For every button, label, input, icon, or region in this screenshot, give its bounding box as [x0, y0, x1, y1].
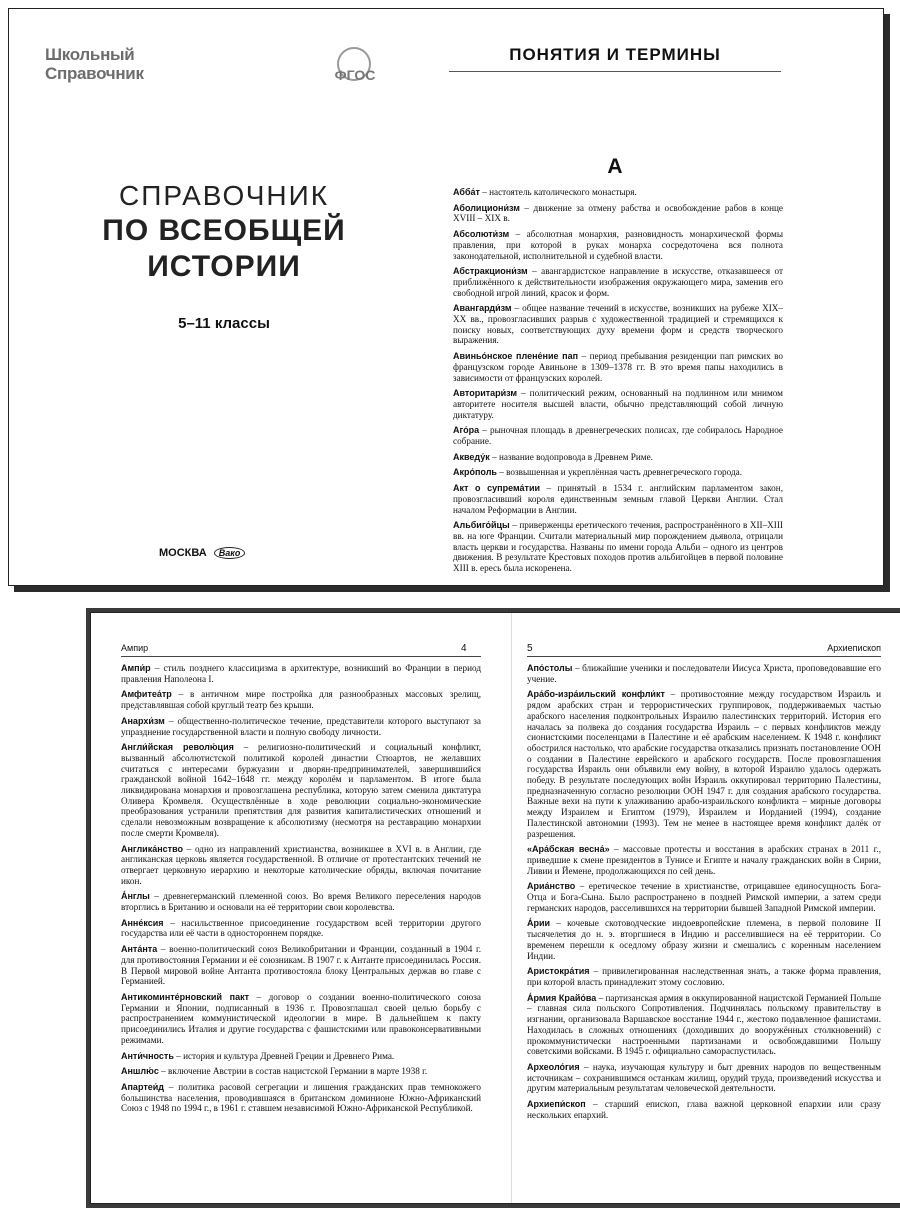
first-page-entries	[453, 187, 783, 579]
glossary-entry	[453, 467, 783, 478]
book-title	[69, 179, 379, 285]
glossary-entry	[453, 229, 783, 261]
entry-term: Ампи́р	[121, 663, 151, 673]
logo-line-2: Справочник	[45, 64, 144, 83]
entry-definition: – кочевые скотоводческие индоевропейские племена, в первой половине II тысячелетия до н. э. вторгшиеся в Индию и расселившиеся на её территории. Со временем перешли к оседлому образу жизни и смешались с коренным населением Индии.	[527, 918, 881, 961]
glossary-entry	[453, 425, 783, 446]
glossary-entry	[453, 483, 783, 515]
entry-definition: – стиль позднего классицизма в архитектуре, возникший во Франции в период правления Наполеона I.	[121, 663, 481, 684]
page-rule-left	[121, 656, 481, 657]
title-line-2: ПО ВСЕОБЩЕЙ	[102, 214, 346, 247]
entry-term: Анархи́зм	[121, 715, 165, 726]
entry-definition: – привилегированная наследственная знать, а также форма правления, при которой власть принадлежит этому сословию.	[527, 966, 881, 987]
page-5-entries	[527, 663, 881, 1125]
entry-term: Апо́столы	[527, 663, 573, 673]
entry-term: Антикоминте́рновский пакт	[121, 991, 250, 1002]
glossary-entry	[121, 1051, 481, 1062]
entry-term: Анне́ксия	[121, 917, 164, 928]
entry-term: Анта́нта	[121, 944, 158, 955]
entry-term: Анти́чность	[121, 1050, 174, 1061]
glossary-entry	[527, 689, 881, 839]
title-line-1: СПРАВОЧНИК	[118, 180, 330, 211]
entry-term: Археоло́гия	[527, 1061, 580, 1072]
glossary-entry	[121, 891, 481, 912]
entry-term: Абстракциони́зм	[453, 266, 528, 277]
fgos-badge-icon	[329, 47, 381, 87]
entry-definition: – военно-политический союз Великобритании и Франции, созданный в 1904 г. для противостояния Германии и её союзникам. В 1907 г. к Антанте присоединилась Россия. В Первой мировой войне Антанта противостояла блоку Центральных держав во главе с Германией.	[121, 944, 481, 987]
glossary-entry	[121, 918, 481, 939]
entry-definition: – настоятель католического монастыря.	[479, 187, 637, 197]
glossary-entry	[527, 1062, 881, 1094]
glossary-entry	[527, 663, 881, 684]
entry-definition: – в античном мире постройка для разнообразных массовых зрелищ, представлявшая собой круглый театр без крыши.	[121, 689, 481, 711]
entry-definition: – договор о создании военно-политического союза Германии и Японии, подписанный в 1936 г. Провозглашал своей целью борьбу с распространением коммунистической идеологии в мире. В дальнейшем к пакту присоединились Италия и другие государства с фашистскими или правоконсервативными режимами.	[121, 991, 481, 1045]
entry-term: Авангарди́зм	[453, 303, 512, 314]
glossary-entry	[453, 303, 783, 346]
entry-term: Аболициони́зм	[453, 202, 520, 213]
page-rule-right	[527, 656, 881, 657]
page-number-right: 5	[527, 643, 533, 654]
entry-definition: – наука, изучающая культуру и быт древних народов по вещественным источникам – сохранившимся останкам жилищ, орудий труда, произведений искусства и другим материальным результатам человеческой деятельности.	[527, 1061, 881, 1094]
entry-term: Ара́бо-изра́ильский конфли́кт	[527, 689, 665, 700]
entry-term: Архиепи́скоп	[527, 1099, 586, 1110]
publisher-logo: Вако	[214, 547, 246, 559]
entry-definition: – одно из направлений христианства, возникшее в XVI в. в Англии, где англиканская церковь является государственной. В отличие от протестантских течений не отвергает церковную иерархию и некоторые католические обряды, включая почитание икон.	[121, 843, 481, 886]
entry-definition: – общественно-политическое течение, представители которого выступают за упразднение государственной власти и полную свободу личности.	[121, 715, 481, 737]
running-head-right: Архиепископ	[827, 643, 881, 653]
entry-definition: – еретическое течение в христианстве, отрицавшее единосущность Бога-Отца и Бога-Сына. Было распространено в поздней Римской империи, а затем среди германских народов, расселившихся на территории бывшей Западной Римской империи.	[527, 881, 881, 913]
entry-definition: – массовые протесты и восстания в арабских странах в 2011 г., приведшие к смене президентов в Тунисе и Египте и началу гражданских войн в Сирии, Ливии и Йемене, продолжающихся по сей день.	[527, 844, 882, 876]
entry-term: Англика́нство	[121, 843, 183, 854]
entry-term: Ариа́нство	[527, 881, 576, 892]
inner-spread	[90, 612, 900, 1204]
grades-label: 5–11 классы	[178, 315, 270, 332]
glossary-entry	[121, 1082, 481, 1114]
entry-definition: – приверженцы еретического течения, распространённого в XII–XIII вв. на юге Франции. Считали материальный мир порождением дьявола, отрицали власть церкви и государства. Названы по имени города Альби – одного из центров движения. В результате Крестовых походов против альбигойцев в первой половине XIII в. ересь была искоренена.	[453, 520, 783, 574]
running-head-left: Ампир	[121, 643, 149, 653]
entry-term: Аго́ра	[453, 425, 480, 436]
publisher-city: МОСКВА	[159, 547, 207, 559]
glossary-entry	[453, 351, 783, 383]
glossary-entry	[527, 1099, 881, 1120]
glossary-entry	[527, 993, 881, 1057]
publisher	[159, 547, 245, 559]
glossary-entry	[121, 689, 481, 710]
glossary-entry	[453, 452, 783, 463]
entry-definition: – противостояние между государством Израиль и рядом арабских стран и террористических группировок, поддерживаемых частью арабского населения подконтрольных Израилю палестинских территорий. История его началась за полвека до создания государства Израиль – с первых конфликтов между сионистскими поселенцами в Палестине и её арабским населением. К 1948 г. конфликт обострился настолько, что арабские государства отказались признать постановление ООН о создании в Палестине еврейского и арабского государств. После провозглашения государства Израиль они объявили ему войну, в которой Израилю удалось одержать победу. В результате последующих войн Израиль оккупировал территорию Палестины, предназначенную согласно резолюции ООН 1947 г. для создания арабского государства. Важные вехи на пути к улаживанию арабо-израильского конфликта – мирные договоры между Израилем и Египтом (1979), Израилем и Иорданией (1994), создание Палестинской автономии (1993). Тем не менее в настоящее время конфликт далёк от разрешения.	[527, 689, 881, 839]
entry-definition: – партизанская армия в оккупированной нацистской Германией Польше – главная сила польского Сопротивления. Подчинялась польскому правительству в изгнании, организовала Варшавское восстание 1944 г., жестоко подавленное фашистами. Находилась в сложных отношениях (доходивших до вооружённых столкновений) с прокоммунистически настроенными партизанами и освобождавшими Польшу советскими войсками. В 1945 г. официально самораспустилась.	[527, 992, 881, 1057]
entry-definition: – старший епископ, глава важной церковной епархии или сразу нескольких епархий.	[527, 1099, 881, 1120]
entry-definition: – возвышенная и укреплённая часть древнегреческого города.	[496, 467, 743, 478]
page-number-left: 4	[461, 643, 467, 654]
glossary-entry	[527, 844, 881, 876]
cover-spread	[8, 8, 884, 586]
section-header: ПОНЯТИЯ И ТЕРМИНЫ	[509, 45, 721, 64]
glossary-entry	[453, 203, 783, 224]
entry-definition: – история и культура Древней Греции и Древнего Рима.	[173, 1050, 395, 1061]
fgos-label: ФГОС	[334, 67, 376, 83]
entry-definition: – движение за отмену рабства и освобождение рабов в конце XVIII – XIX в.	[453, 202, 783, 224]
glossary-entry	[527, 881, 881, 913]
glossary-entry	[121, 716, 481, 737]
entry-definition: – религиозно-политический и социальный конфликт, вызванный абсолютистской политикой королей династии Стюартов, не желавших считаться с интересами буржуазии и дворян-предпринимателей, завершившийся гражданской войной 1642–1648 гг. между королём и парламентом. В итоге была ликвидирована монархия и провозглашена республика, которую затем сменила диктатура Оливера Кромвеля. Осуществлённые в ходе революции социально-экономические преобразования устранили препятствия для развития капиталистических отношений и сделали невозможным возвращение к абсолютизму (несмотря на реставрацию монархии после смерти Кромвеля).	[121, 742, 481, 838]
title-line-3: ИСТОРИИ	[147, 250, 301, 283]
entry-definition: – политика расовой сегрегации и лишения гражданских прав темнокожего большинства населения, проводившаяся в британском доминионе Южно-Африканский Союз с 1948 по 1994 г., в 1961 г. ставшем независимой Южно-Африканской Республикой.	[121, 1081, 481, 1114]
entry-term: Авиньо́нское плене́ние пап	[453, 351, 579, 362]
glossary-entry	[453, 520, 783, 574]
entry-definition: – ближайшие ученики и последователи Иисуса Христа, проповедовавшие его учение.	[527, 663, 881, 684]
entry-definition: – древнегерманский племенной союз. Во время Великого переселения народов вторглись в Британию и основали на её территории свои королевства.	[121, 891, 481, 913]
entry-term: Апартеи́д	[121, 1081, 164, 1092]
entry-definition: – насильственное присоединение государством всей территории другого государства или её части в одностороннем порядке.	[121, 917, 481, 939]
entry-term: Акт о супрема́тии	[453, 483, 541, 494]
glossary-entry	[527, 918, 881, 961]
logo-line-1: Школьный	[45, 45, 135, 64]
entry-term: Альбиго́йцы	[453, 520, 510, 531]
glossary-entry	[121, 663, 481, 684]
entry-term: Акведу́к	[453, 451, 490, 462]
glossary-entry	[527, 966, 881, 987]
glossary-entry	[121, 1066, 481, 1077]
entry-definition: – общее название течений в искусстве, возникших на рубеже XIX–XX вв., провозгласивших разрыв с художественной традицией и стремящихся к поиску новых, соответствующих духу времени форм и средств творческого выражения.	[453, 303, 783, 346]
glossary-entry	[121, 992, 481, 1046]
entry-definition: – политический режим, основанный на подлинном или мнимом авторитете носителя высшей власти, обычно представляющий собой личную диктатуру.	[453, 388, 783, 420]
entry-term: А́рии	[527, 918, 551, 929]
entry-term: Авторитари́зм	[453, 388, 518, 399]
entry-term: Аншлю́с	[121, 1066, 159, 1077]
glossary-entry	[121, 742, 481, 838]
glossary-entry	[453, 388, 783, 420]
entry-definition: – период пребывания резиденции пап римских во французском городе Авиньоне в 1309–1378 гг. В это время папы находились в зависимости от французских королей.	[453, 351, 783, 383]
series-logo	[45, 45, 144, 83]
entry-definition: – авангардистское направление в искусстве, отказавшееся от приближённого к действительности изображения окружающего мира, заменив его свободной игрой линий, красок и форм.	[453, 266, 783, 298]
entry-definition: – включение Австрии в состав нацистской Германии в марте 1938 г.	[158, 1066, 428, 1077]
entry-term: «Ара́бская весна́»	[527, 844, 610, 855]
entry-term: А́нглы	[121, 891, 150, 902]
entry-term: Акро́поль	[453, 467, 497, 478]
glossary-entry	[121, 944, 481, 987]
entry-term: Амфитеа́тр	[121, 689, 172, 700]
header-rule	[449, 71, 781, 72]
glossary-entry	[121, 844, 481, 887]
section-letter: А	[607, 155, 623, 178]
glossary-entry	[453, 187, 783, 198]
entry-term: Англи́йская револю́ция	[121, 742, 234, 753]
entry-term: Абсолюти́зм	[453, 229, 510, 240]
page-4-entries	[121, 663, 481, 1119]
entry-definition: – рыночная площадь в древнегреческих полисах, где собиралось Народное собрание.	[453, 425, 783, 447]
entry-term: Абба́т	[453, 187, 480, 197]
entry-definition: – название водопровода в Древнем Риме.	[489, 451, 653, 462]
entry-term: А́рмия Крайо́ва	[527, 992, 597, 1003]
entry-definition: – принятый в 1534 г. английским парламентом закон, провозгласивший короля единственным земным главой Церкви Англии. Стал началом Реформации в Англии.	[453, 483, 783, 515]
gutter	[511, 613, 512, 1204]
entry-definition: – абсолютная монархия, разновидность монархической формы правления, при которой в руках монарха сосредоточена вся полнота законодательной, исполнительной и судебной власти.	[453, 229, 783, 261]
glossary-entry	[453, 266, 783, 298]
entry-term: Аристокра́тия	[527, 966, 590, 977]
